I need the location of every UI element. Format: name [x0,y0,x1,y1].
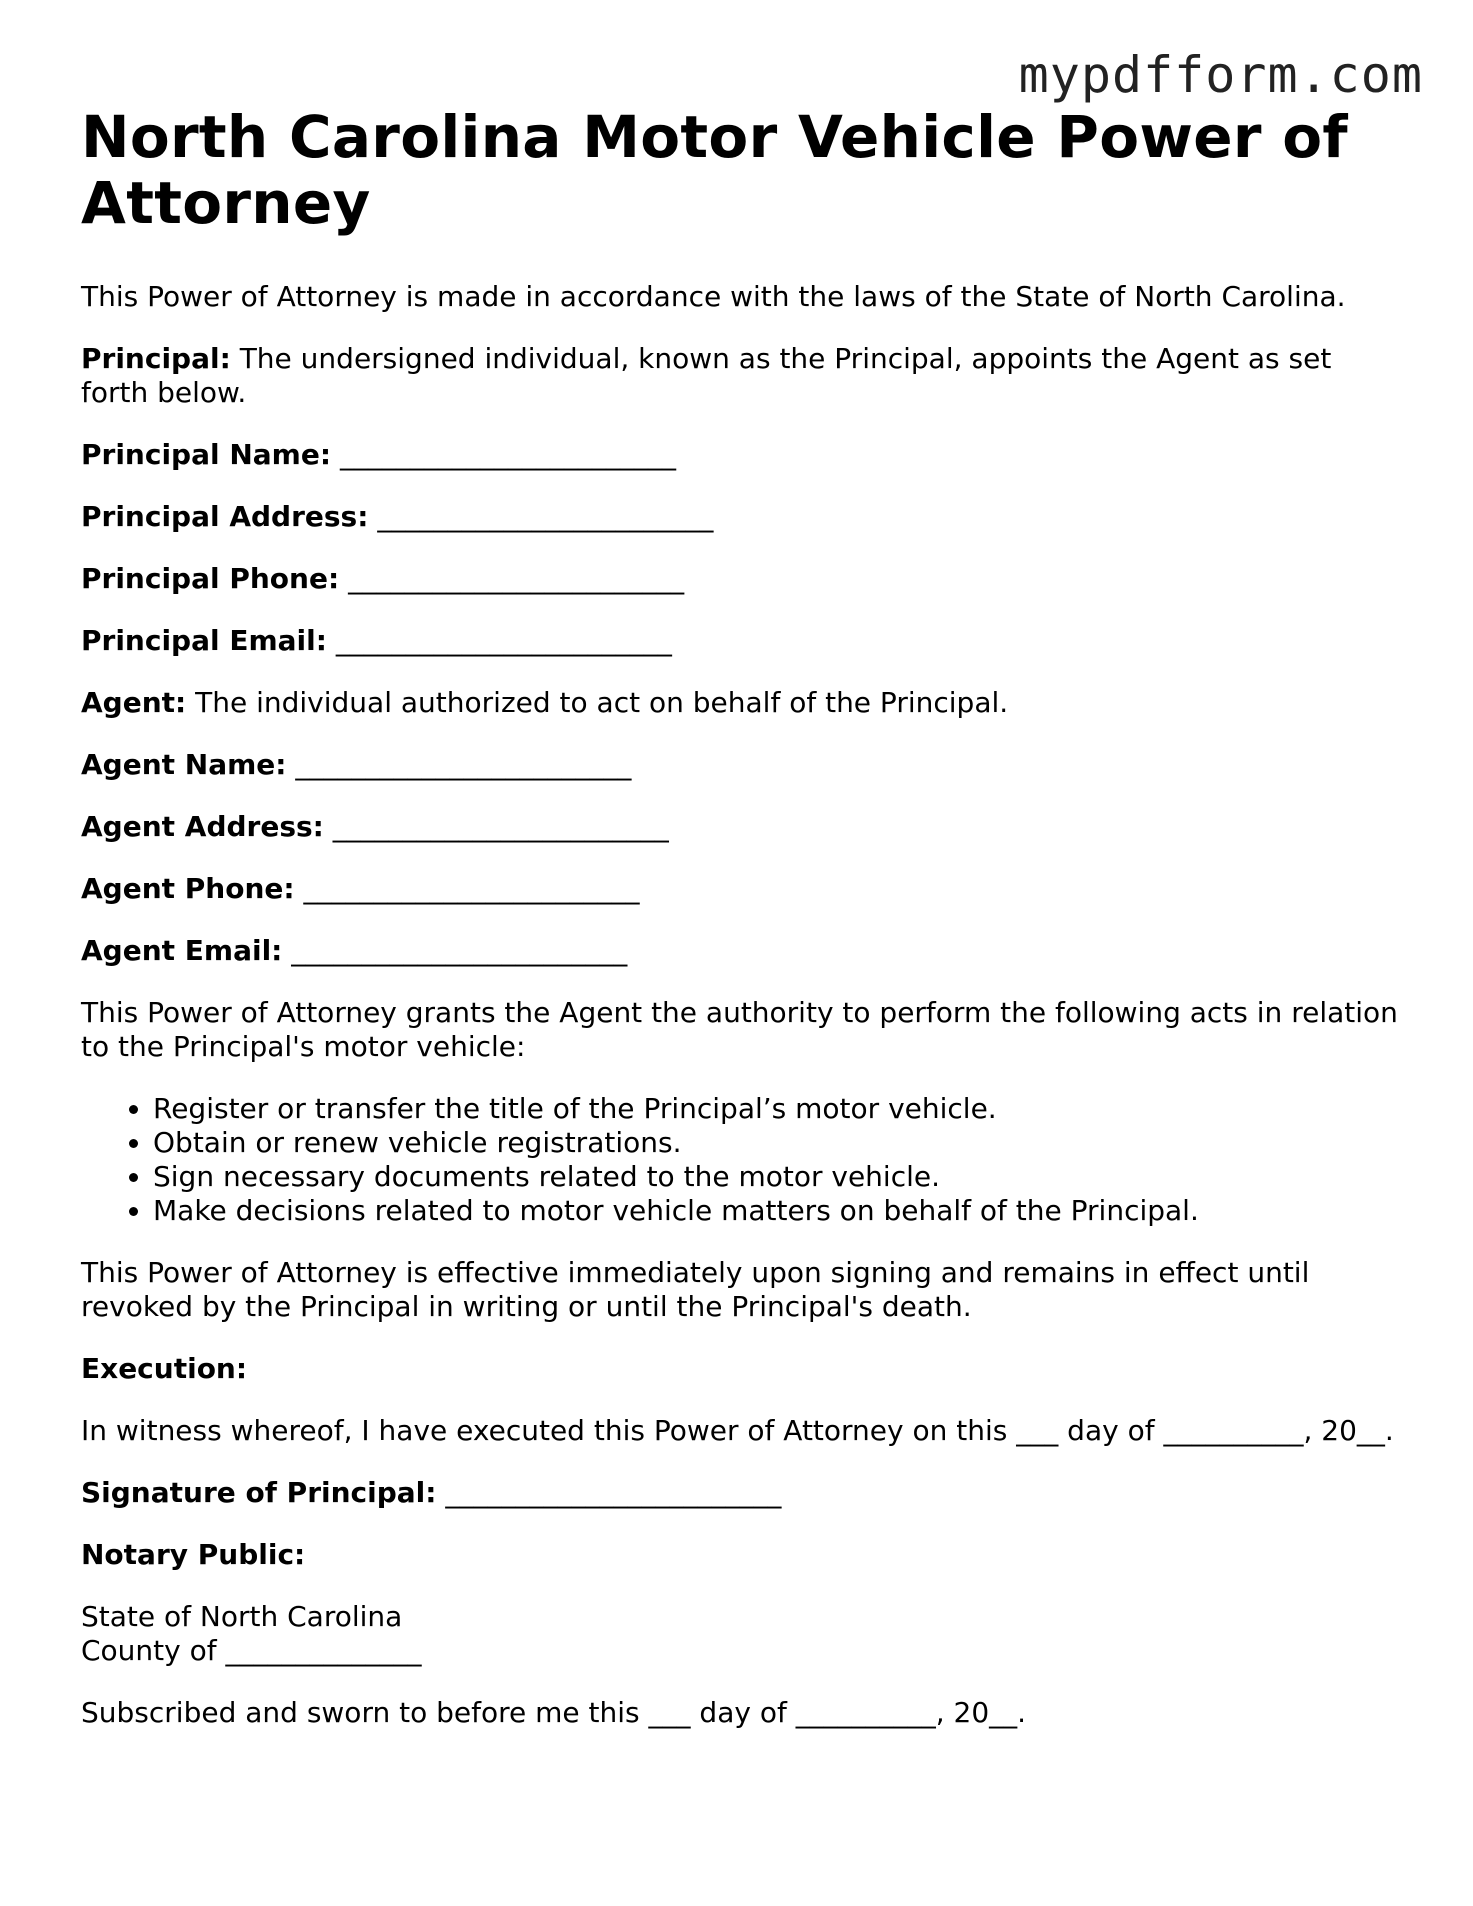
notary-heading-text: Notary Public: [81,1538,306,1571]
grant-paragraph: This Power of Attorney grants the Agent the authority to perform the following acts in relation to the Principal's motor vehicle: [81,996,1398,1063]
powers-list [81,1092,1401,1228]
execution-heading [81,1352,1401,1386]
principal-heading: Principal: [81,342,231,375]
agent-phone-field [81,872,1401,906]
signature-blank[interactable]: ________________________ [445,1476,782,1509]
agent-name-blank[interactable]: ________________________ [295,748,632,781]
principal-address-field [81,500,1401,534]
signature-field [81,1476,1401,1510]
effective-paragraph: This Power of Attorney is effective immediately upon signing and remains in effect until revoked by the Principal in writing or until the Principal's death. [81,1256,1310,1323]
principal-name-label: Principal Name: [81,438,332,471]
agent-address-field [81,810,1401,844]
principal-email-blank[interactable]: ________________________ [335,624,672,657]
execution-paragraph: In witness whereof, I have executed this Power of Attorney on this ___ day of __________, 20__. [81,1414,1394,1447]
notary-county-line: County of ______________ [81,1634,422,1667]
signature-label: Signature of Principal: [81,1476,437,1509]
agent-section [81,686,1401,720]
principal-section [81,342,1401,410]
document-body [81,104,1401,1758]
principal-description: The undersigned individual, known as the Principal, appoints the Agent as set forth below. [81,342,1332,409]
agent-name-label: Agent Name: [81,748,287,781]
agent-address-label: Agent Address: [81,810,324,843]
document-title: North Carolina Motor Vehicle Power of Attorney [81,103,1348,237]
agent-heading: Agent: [81,686,187,719]
principal-name-field [81,438,1401,472]
list-item: • Obtain or renew vehicle registrations. [153,1126,1401,1160]
principal-address-label: Principal Address: [81,500,369,533]
notary-venue [81,1600,1401,1668]
agent-email-field [81,934,1401,968]
list-item: • Sign necessary documents related to the motor vehicle. [153,1160,1401,1194]
list-item: • Make decisions related to motor vehicle matters on behalf of the Principal. [153,1194,1401,1228]
watermark: mypdfform.com [1018,46,1423,104]
principal-email-field [81,624,1401,658]
principal-name-blank[interactable]: ________________________ [339,438,676,471]
list-item: • Register or transfer the title of the Principal’s motor vehicle. [153,1092,1401,1126]
agent-name-field [81,748,1401,782]
principal-phone-blank[interactable]: ________________________ [348,562,685,595]
notary-sworn-paragraph: Subscribed and sworn to before me this ___ day of __________, 20__. [81,1696,1027,1729]
principal-phone-label: Principal Phone: [81,562,340,595]
agent-email-label: Agent Email: [81,934,283,967]
notary-heading [81,1538,1401,1572]
principal-email-label: Principal Email: [81,624,327,657]
agent-description: The individual authorized to act on behalf of the Principal. [195,686,1009,719]
agent-phone-blank[interactable]: ________________________ [303,872,640,905]
notary-state-line: State of North Carolina [81,1600,403,1633]
agent-phone-label: Agent Phone: [81,872,295,905]
execution-heading-text: Execution: [81,1352,248,1385]
principal-address-blank[interactable]: ________________________ [377,500,714,533]
principal-phone-field [81,562,1401,596]
intro-paragraph: This Power of Attorney is made in accordance with the laws of the State of North Carolina. [81,280,1346,313]
agent-address-blank[interactable]: ________________________ [332,810,669,843]
agent-email-blank[interactable]: ________________________ [291,934,628,967]
